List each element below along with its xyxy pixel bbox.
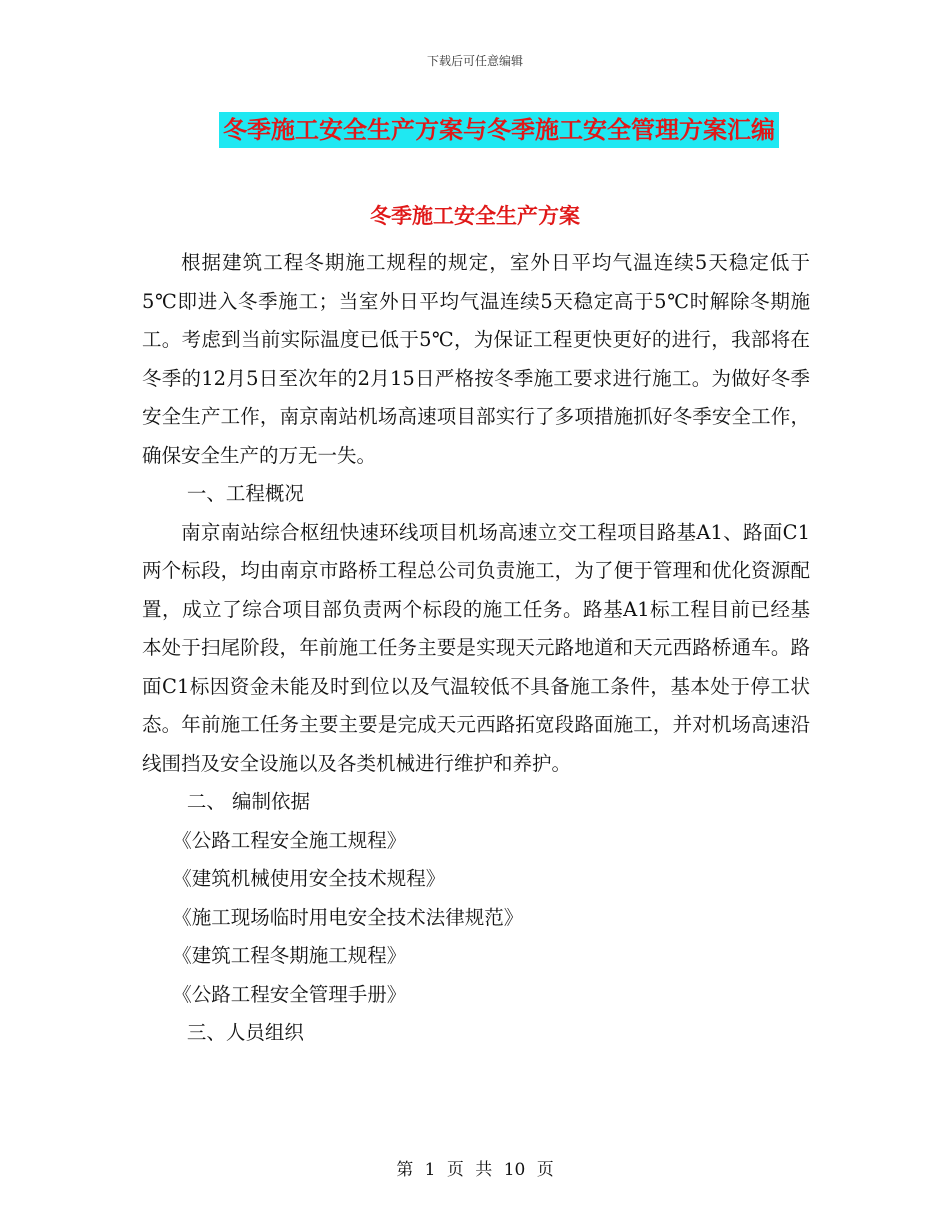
main-title: 冬季施工安全生产方案与冬季施工安全管理方案汇编: [219, 112, 779, 148]
document-body: [142, 244, 810, 1053]
list-item-regulation: 《公路工程安全管理手册》: [172, 982, 407, 1006]
paragraph-project-overview: 南京南站综合枢纽快速环线项目机场高速立交工程项目路基A1、路面C1两个标段，均由南京市路桥工程总公司负责施工，为了便于管理和优化资源配置，成立了综合项目部负责两个标段的施工任务。路基A1标工程目前已经基本处于扫尾阶段，年前施工任务主要是实现天元路地道和天元西路桥通车。路面C1标因资金未能及时到位以及气温较低不具备施工条件，基本处于停工状态。年前施工任务主要主要是完成天元西路拓宽段路面施工，并对机场高速沿线围挡及安全设施以及各类机械进行维护和养护。: [142, 520, 810, 775]
section-title: 冬季施工安全生产方案: [370, 204, 580, 228]
heading-project-overview: 一、工程概况: [186, 482, 304, 505]
list-item-regulation: 《建筑工程冬期施工规程》: [172, 944, 407, 967]
list-item-regulation: 《建筑机械使用安全技术规程》: [172, 867, 446, 890]
heading-personnel: 三、人员组织: [186, 1021, 304, 1044]
paragraph-intro: 根据建筑工程冬期施工规程的规定，室外日平均气温连续5天稳定低于5℃即进入冬季施工；当室外日平均气温连续5天稳定高于5℃时解除冬期施工。考虑到当前实际温度已低于5℃，为保证工程更快更好的进行，我部将在冬季的12月5日至次年的2月15日严格按冬季施工要求进行施工。为做好冬季安全生产工作，南京南站机场高速项目部实行了多项措施抓好冬季安全工作，确保安全生产的万无一失。: [142, 251, 810, 467]
main-title-container: [0, 112, 950, 148]
list-item-regulation: 《施工现场临时用电安全技术法律规范》: [172, 905, 524, 929]
list-item-regulation: 《公路工程安全施工规程》: [172, 828, 407, 852]
header-note: 下载后可任意编辑: [426, 54, 523, 68]
heading-basis: 二、 编制依据: [186, 790, 311, 813]
page-number: 第 1 页 共 10 页: [396, 1160, 554, 1180]
